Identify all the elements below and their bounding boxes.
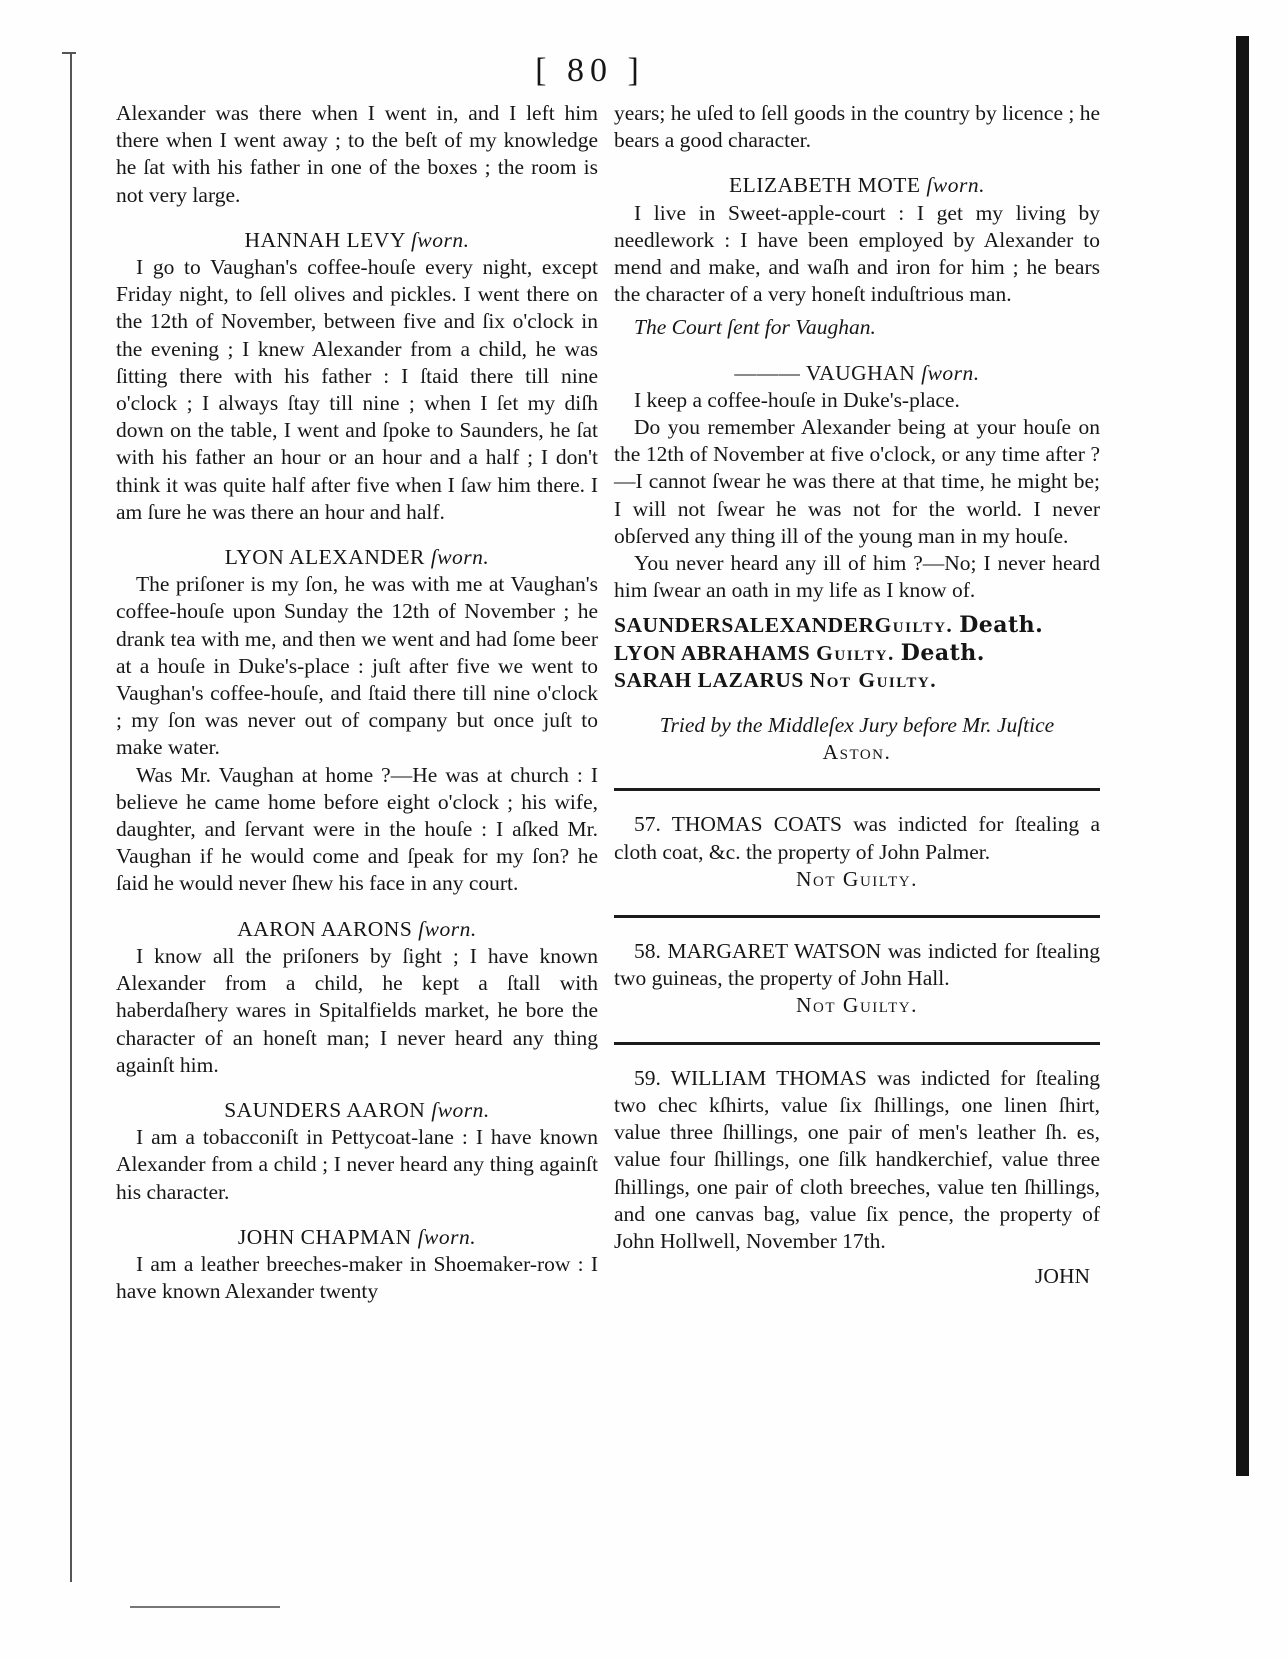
catchword: JOHN bbox=[1035, 1264, 1090, 1289]
paragraph: I live in Sweet-apple-court : I get my living by needlework : I have been employed by Alexander to mend and make, and waſh and iron for him ; he bears the character of a very honeſt induſtrious man. bbox=[614, 200, 1100, 307]
witness-heading bbox=[614, 360, 1100, 387]
section-divider bbox=[614, 1042, 1100, 1045]
verdict-line bbox=[614, 667, 1100, 694]
dash-mark: ——— bbox=[734, 360, 801, 385]
judge-name: Aston. bbox=[822, 740, 892, 765]
paragraph: I am a leather breeches-maker in Shoemaker-row : I have known Alexander twenty bbox=[116, 1251, 598, 1304]
witness-name: ELIZABETH MOTE bbox=[729, 173, 921, 198]
paragraph: Alexander was there when I went in, and I left him there when I went away ; to the beſt of my knowledge he ſat with his father in one of the boxes ; the room is not very large. bbox=[116, 101, 598, 207]
sworn-label: ſworn. bbox=[926, 173, 985, 198]
witness-heading bbox=[116, 916, 598, 943]
witness-heading bbox=[614, 172, 1100, 199]
verdict: Guilty. bbox=[874, 613, 954, 638]
paragraph: You never heard any ill of him ?—No; I never heard him ſwear an oath in my life as I know of. bbox=[614, 551, 1100, 603]
sworn-label: ſworn. bbox=[417, 1224, 477, 1249]
verdict: Guilty. bbox=[816, 640, 895, 665]
paragraph: Do you remember Alexander being at your houſe on the 12th of November at five o'clock, or any time after ?—I cannot ſwear he was there at that time, he might be; I will not ſwear he was not for the world. I never obſerved any thing ill of the young man in my houſe. bbox=[614, 415, 1100, 548]
verdict-line bbox=[614, 612, 1100, 639]
sentence: Death. bbox=[900, 639, 985, 666]
section-divider bbox=[614, 915, 1100, 918]
case-entry: 57. THOMAS COATS was indicted for ſtealing a cloth coat, &c. the property of John Palmer. bbox=[614, 812, 1100, 864]
sworn-label: ſworn. bbox=[921, 360, 980, 385]
defendant-name: SAUNDERSALEXANDER bbox=[614, 613, 875, 638]
right-column bbox=[614, 100, 1100, 1290]
defendant-name: SARAH LAZARUS bbox=[614, 667, 804, 692]
witness-heading bbox=[116, 1224, 598, 1251]
verdict: Not Guilty. bbox=[809, 667, 938, 692]
witness-name: LYON ALEXANDER bbox=[224, 545, 425, 570]
court-note: The Court ſent for Vaughan. bbox=[634, 315, 876, 340]
section-divider bbox=[614, 788, 1100, 791]
paragraph: I know all the priſoners by ſight ; I have known Alexander from a child, he kept a ſtall with haberdaſhery wares in Spitalfields market, he bore the character of an honeſt man; I never heard any thing againſt him. bbox=[116, 943, 598, 1077]
witness-heading bbox=[116, 544, 598, 571]
paragraph: I am a tobacconiſt in Pettycoat-lane : I have known Alexander from a child ; I never heard any thing againſt his character. bbox=[116, 1125, 598, 1204]
case-verdict: Not Guilty. bbox=[796, 993, 918, 1018]
paragraph: years; he uſed to ſell goods in the country by licence ; he bears a good character. bbox=[614, 101, 1100, 153]
witness-heading bbox=[116, 1097, 598, 1124]
sentence: Death. bbox=[959, 612, 1044, 639]
witness-heading bbox=[116, 227, 598, 254]
witness-name: AARON AARONS bbox=[237, 916, 413, 941]
left-column bbox=[116, 100, 598, 1305]
paragraph: I go to Vaughan's coffee-houſe every night, except Friday night, to ſell olives and pickles. I went there on the 12th of November, between five and ſix o'clock in the evening ; I knew Alexander from a child, he was ſitting there with his father : I ſtaid there till nine o'clock ; I always ſtay till nine ; when I ſet my diſh down on the table, I went and ſpoke to Saunders, he ſat with his father an hour or an hour and a half ; I don't think it was quite half after five when I ſaw him there. I am ſure he was there an hour and half. bbox=[116, 255, 598, 524]
margin-tick bbox=[62, 52, 76, 54]
defendant-name: LYON ABRAHAMS bbox=[614, 640, 811, 665]
case-verdict: Not Guilty. bbox=[796, 866, 918, 891]
case-entry: 58. MARGARET WATSON was indicted for ſtealing two guineas, the property of John Hall. bbox=[614, 939, 1100, 991]
sworn-label: ſworn. bbox=[430, 545, 490, 570]
tried-line: Tried by the Middleſex Jury before Mr. Juſtice bbox=[659, 713, 1055, 738]
case-entry: 59. WILLIAM THOMAS was indicted for ſtealing two chec kſhirts, value ſix ſhillings, one linen ſhirt, value three ſhillings, one pair of men's leather ſh. es, value four ſhillings, one ſilk handkerchief, value three ſhillings, one pair of cloth breeches, value ten ſhillings, and one canvas bag, value ſix pence, the property of John Hollwell, November 17th. bbox=[614, 1065, 1100, 1253]
left-margin-line bbox=[70, 52, 72, 1582]
paragraph: Was Mr. Vaughan at home ?—He was at church : I believe he came home before eight o'clock ; his wife, daughter, and ſervant were in the houſe : I aſked Mr. Vaughan if he would come and ſpeak for my ſon? he ſaid he would never ſhew his face in any court. bbox=[116, 762, 598, 896]
witness-name: SAUNDERS AARON bbox=[224, 1097, 426, 1122]
sworn-label: ſworn. bbox=[418, 916, 477, 941]
verdict-list bbox=[614, 612, 1100, 694]
page-number: [ 80 ] bbox=[535, 52, 645, 89]
sworn-label: ſworn. bbox=[410, 227, 470, 252]
sworn-label: ſworn. bbox=[431, 1097, 490, 1122]
paragraph: I keep a coffee-houſe in Duke's-place. bbox=[634, 387, 960, 412]
bottom-dash-mark bbox=[130, 1606, 280, 1608]
paragraph: The priſoner is my ſon, he was with me at Vaughan's coffee-houſe upon Sunday the 12th of November ; he drank tea with me, and then we went and had ſome beer at a houſe in Duke's-place : juſt after five we went to Vaughan's coffee-houſe, and ſtaid there till nine o'clock ; my ſon was never out of company but once juſt to make water. bbox=[116, 572, 598, 760]
witness-name: VAUGHAN bbox=[805, 360, 916, 385]
binding-shadow bbox=[1236, 36, 1249, 1476]
witness-name: HANNAH LEVY bbox=[244, 227, 406, 252]
witness-name: JOHN CHAPMAN bbox=[237, 1224, 412, 1249]
verdict-line bbox=[614, 640, 1100, 667]
